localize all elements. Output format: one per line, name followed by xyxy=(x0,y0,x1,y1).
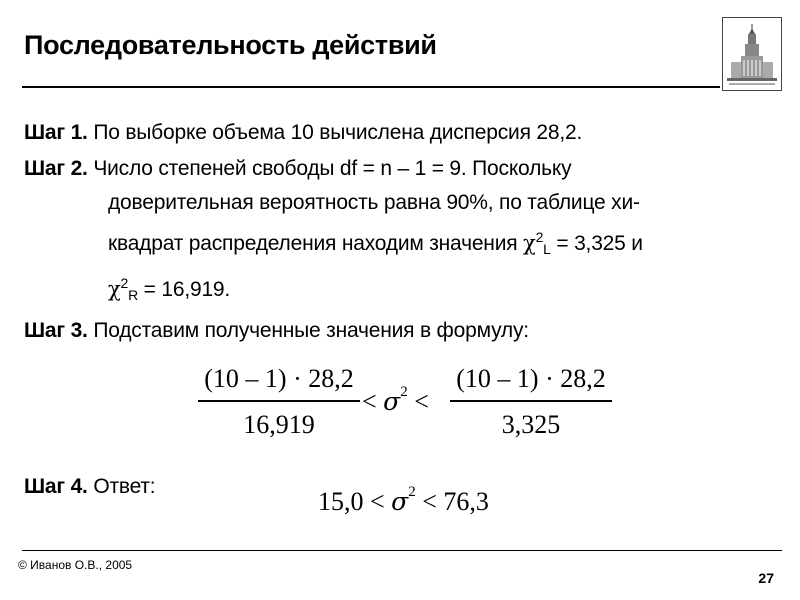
copyright-text: © Иванов О.В., 2005 xyxy=(18,558,133,572)
step-3 xyxy=(24,314,529,348)
step-2-line-2: доверительная вероятность равна 90%, по таблице хи- xyxy=(108,191,640,214)
sigma-exponent: 2 xyxy=(400,384,408,400)
chi-r-value: = 16,919. xyxy=(138,278,231,301)
chi-symbol: χ xyxy=(523,231,536,255)
step-4-label: Шаг 4. xyxy=(24,475,88,498)
less-than-sign: < xyxy=(422,487,437,516)
left-fraction xyxy=(198,364,360,440)
less-than-sign: < xyxy=(370,487,385,516)
step-2 xyxy=(24,152,643,312)
step-2-line-1 xyxy=(24,152,643,186)
left-fraction-bar xyxy=(198,400,360,402)
step-2-line-3 xyxy=(24,220,643,266)
less-than-sign: < xyxy=(414,387,429,416)
sigma-exponent: 2 xyxy=(408,484,416,500)
chi-exponent: 2 xyxy=(120,275,129,291)
sigma-symbol: σ xyxy=(383,387,401,416)
footer-divider xyxy=(22,550,782,551)
answer-upper-bound: 76,3 xyxy=(443,487,489,516)
university-logo xyxy=(722,17,782,91)
step-1-text: По выборке объема 10 вычислена дисперсия 28,2. xyxy=(87,121,583,144)
answer-formula xyxy=(318,484,489,517)
step-4 xyxy=(24,470,155,504)
right-fraction-bar xyxy=(450,400,612,402)
right-fraction xyxy=(450,364,612,440)
step-1-label: Шаг 1. xyxy=(24,121,88,144)
chi-l-value: = 3,325 и xyxy=(550,232,643,255)
sigma-inequality xyxy=(362,384,429,417)
right-numerator: (10 – 1) · 28,2 xyxy=(456,364,606,393)
right-denominator: 3,325 xyxy=(501,409,561,439)
chi-symbol: χ xyxy=(108,277,121,301)
step-2-label: Шаг 2. xyxy=(24,157,88,180)
step-1 xyxy=(24,116,582,150)
chi-exponent: 2 xyxy=(535,229,544,245)
answer-lower-bound: 15,0 xyxy=(318,487,364,516)
title-divider xyxy=(22,86,720,88)
step-2-text-3: квадрат распределения находим значения xyxy=(108,232,524,255)
less-than-sign: < xyxy=(362,387,377,416)
left-numerator: (10 – 1) · 28,2 xyxy=(204,364,354,393)
step-2-text-1: Число степеней свободы df = n – 1 = 9. Поскольку xyxy=(87,157,572,180)
step-3-label: Шаг 3. xyxy=(24,319,88,342)
page-number: 27 xyxy=(758,570,774,586)
left-denominator: 16,919 xyxy=(243,409,315,439)
slide-title: Последовательность действий xyxy=(24,30,437,60)
chi-subscript-l: L xyxy=(543,241,551,257)
step-2-line-4 xyxy=(24,266,643,312)
step-4-text: Ответ: xyxy=(87,475,156,498)
chi-subscript-r: R xyxy=(128,287,139,303)
sigma-symbol: σ xyxy=(391,487,409,516)
step-3-text: Подставим полученные значения в формулу: xyxy=(87,319,529,342)
